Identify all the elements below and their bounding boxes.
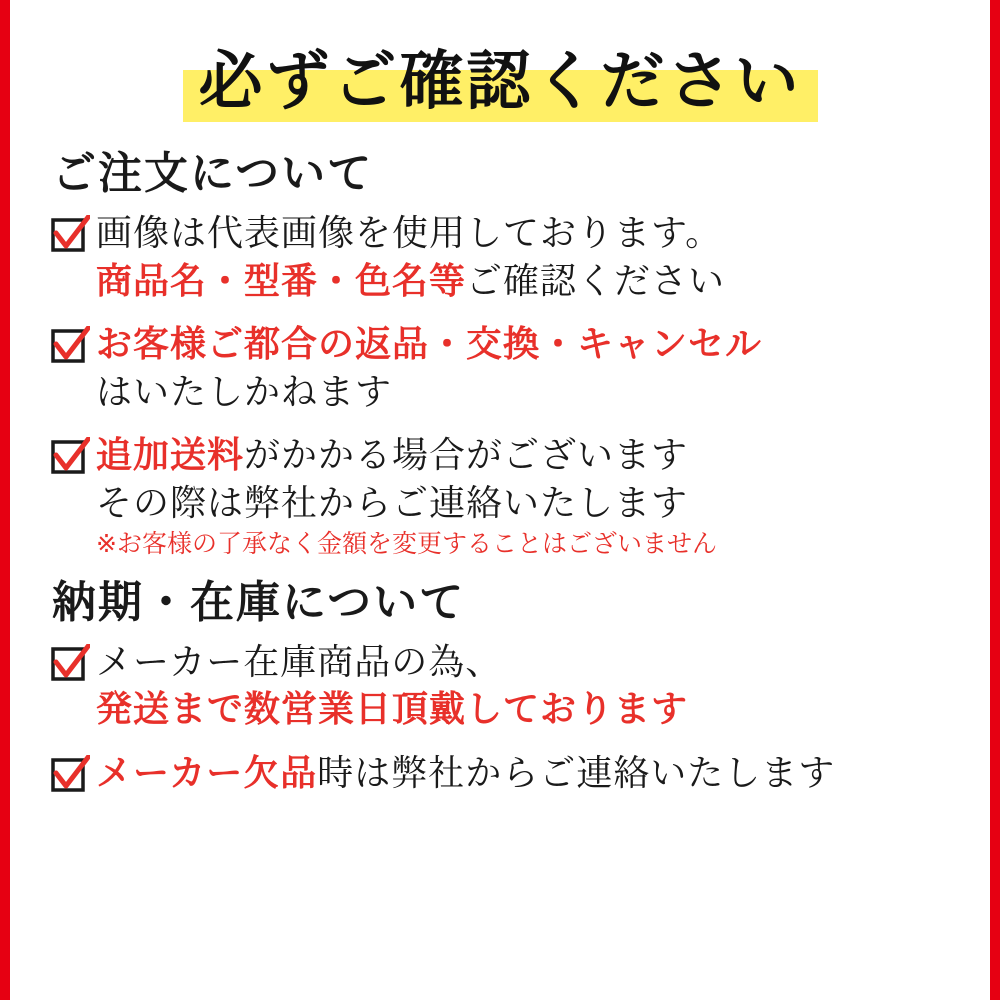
page-title	[183, 44, 818, 122]
checklist-item-text	[96, 749, 956, 797]
checklist-item-text	[96, 431, 956, 561]
checklist-line	[96, 431, 956, 479]
left-red-bar	[0, 0, 10, 1000]
checklist-item	[50, 209, 956, 304]
checklist-item-text	[96, 320, 956, 415]
checklist-line	[96, 209, 956, 257]
checklist-line	[96, 320, 956, 368]
emphasis-text: 発送まで数営業日頂戴しております	[96, 688, 689, 730]
right-red-bar	[990, 0, 1000, 1000]
emphasis-text: 商品名・型番・色名等	[96, 259, 467, 301]
checklist-item	[50, 431, 956, 561]
normal-text: 時は弊社からご連絡いたします	[317, 751, 836, 793]
emphasis-text: メーカー欠品	[96, 751, 318, 793]
normal-text: がかかる場合がございます	[244, 434, 689, 476]
title-block	[44, 44, 956, 122]
checklist-line	[96, 257, 956, 305]
checklist-note: ※お客様の了承なく金額を変更することはございません	[96, 530, 717, 559]
emphasis-text: お客様ご都合の返品・交換・キャンセル	[96, 323, 763, 365]
checklist-item-text	[96, 209, 956, 304]
checklist-item	[50, 749, 956, 797]
checkbox-checked-icon	[50, 644, 90, 684]
checkbox-checked-icon	[50, 215, 90, 255]
checklist-item	[50, 320, 956, 415]
checkbox-checked-icon	[50, 437, 90, 477]
checklist-item	[50, 638, 956, 733]
normal-text: その際は弊社からご連絡いたします	[96, 481, 689, 523]
checklist-line	[96, 638, 956, 686]
emphasis-text: 追加送料	[96, 434, 245, 476]
section-heading: ご注文について	[52, 149, 374, 199]
normal-text: 画像は代表画像を使用しております。	[96, 212, 723, 254]
section-heading: 納期・在庫について	[52, 577, 466, 627]
checklist-line	[96, 479, 956, 527]
normal-text: ご確認ください	[466, 259, 726, 301]
normal-text: メーカー在庫商品の為、	[96, 640, 503, 682]
normal-text: はいたしかねます	[96, 370, 393, 412]
checklist-item-text	[96, 638, 956, 733]
checklist-line	[96, 368, 956, 416]
sections-container	[44, 148, 956, 796]
checklist-line	[96, 749, 956, 797]
page-title-text: 必ずご確認ください	[198, 45, 802, 117]
checkbox-checked-icon	[50, 326, 90, 366]
checkbox-checked-icon	[50, 755, 90, 795]
notice-content	[10, 0, 990, 1000]
checklist-line	[96, 685, 956, 733]
